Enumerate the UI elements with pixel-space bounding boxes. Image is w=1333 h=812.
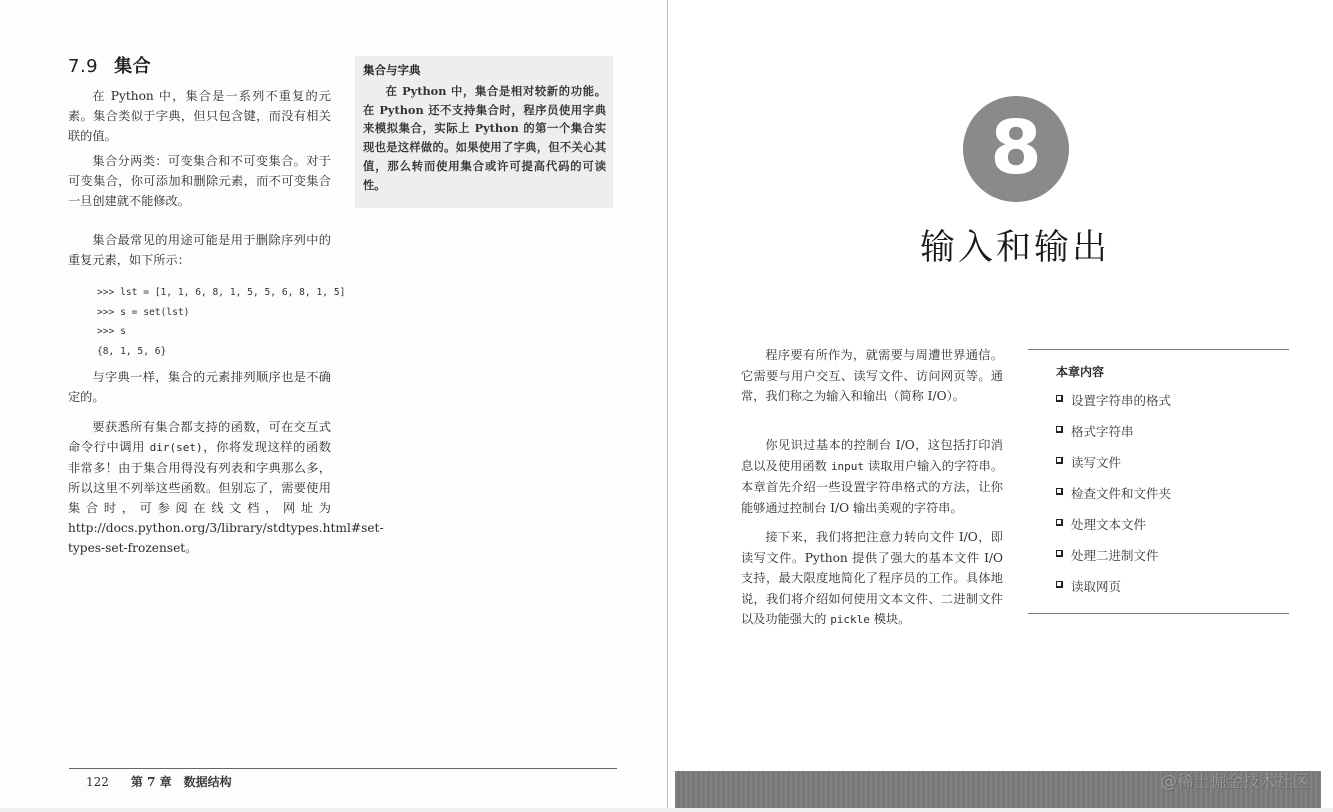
chapter-intro-paragraph-2-block <box>741 435 1003 518</box>
toc-item <box>1056 391 1171 422</box>
paragraph-5 <box>68 417 384 558</box>
inline-code-pickle: pickle <box>830 613 870 626</box>
paragraph-1: 在 Python 中，集合是一系列不重复的元素。集合类似于字典，但只包含键，而没有相关联的值。 <box>68 89 331 143</box>
sidebar-text: 在 Python 中，集合是相对较新的功能。在 Python 还不支持集合时，程序员使用字典来模拟集合，实际上 Python 的第一个集合实现也是这样做的。如果使用了字典，但不关心其值，那么转而使用集合或许可提高代码的可读性。 <box>363 84 606 192</box>
checkbox-bullet-icon <box>1056 395 1063 402</box>
toc-item <box>1056 546 1171 577</box>
toc-item-label: 读写文件 <box>1071 455 1122 470</box>
paragraph-4-block <box>68 367 331 407</box>
paragraph-4: 与字典一样，集合的元素排列顺序也是不确定的。 <box>68 370 331 404</box>
chapter-intro-paragraph-3 <box>741 527 1003 631</box>
toc-item-label: 检查文件和文件夹 <box>1071 486 1172 501</box>
chapter-contents-title: 本章内容 <box>1056 365 1105 379</box>
checkbox-bullet-icon <box>1056 581 1063 588</box>
code-line: {8, 1, 5, 6} <box>97 345 167 357</box>
section-heading <box>68 52 151 78</box>
watermark: @稀土掘金技术社区 <box>1160 772 1309 791</box>
chapter-intro-paragraph-1: 程序要有所作为，就需要与周遭世界通信。它需要与用户交互、读写文件、访问网页等。通常，我们称之为输入和输出（简称 I/O）。 <box>741 348 1003 403</box>
checkbox-bullet-icon <box>1056 488 1063 495</box>
toc-item <box>1056 453 1171 484</box>
checkbox-bullet-icon <box>1056 550 1063 557</box>
code-line: >>> s = set(lst) <box>97 306 190 318</box>
chapter-intro-paragraph-1-block <box>741 345 1003 407</box>
toc-item-label: 格式字符串 <box>1071 424 1134 439</box>
toc-bottom-rule <box>1028 613 1289 614</box>
paragraph-2: 集合分两类：可变集合和不可变集合。对于可变集合，你可添加和删除元素，而不可变集合一旦创建就不能修改。 <box>68 154 331 208</box>
paragraph-2-block <box>68 151 331 211</box>
checkbox-bullet-icon <box>1056 457 1063 464</box>
footer-chapter-ref: 第 7 章 数据结构 <box>130 775 232 789</box>
paragraph-3: 集合最常见的用途可能是用于删除序列中的重复元素，如下所示： <box>68 233 331 267</box>
chapter-footer-band <box>675 771 1321 808</box>
toc-item-label: 设置字符串的格式 <box>1071 393 1172 408</box>
inline-code-dir-set: dir(set) <box>149 441 203 454</box>
chapter-number: 8 <box>990 105 1042 191</box>
sidebar-title: 集合与字典 <box>363 63 421 77</box>
checkbox-bullet-icon <box>1056 519 1063 526</box>
paragraph-1-block <box>68 86 331 146</box>
chapter-contents <box>1056 363 1171 608</box>
footer-rule <box>69 768 617 769</box>
section-number: 7.9 <box>68 56 99 77</box>
toc-item <box>1056 484 1171 515</box>
paragraph-3-block <box>68 230 331 270</box>
chapter-number-badge <box>963 96 1069 202</box>
code-example <box>97 283 345 361</box>
toc-item <box>1056 422 1171 453</box>
page-footer <box>86 773 232 790</box>
section-title: 集合 <box>114 56 152 77</box>
toc-item-label: 处理文本文件 <box>1071 517 1147 532</box>
toc-item-label: 读取网页 <box>1071 579 1122 594</box>
code-line: >>> s <box>97 326 126 337</box>
toc-item-label: 处理二进制文件 <box>1071 548 1159 563</box>
paragraph-text-cont: 读取用户输入的字符串。本章首先介绍一些设置字符串格式的方法，让你能够通过控制台 I/O 输出美观的字符串。 <box>741 458 1004 515</box>
inline-code-input: input <box>830 459 865 473</box>
paragraph-text-cont: 模块。 <box>869 612 911 626</box>
chapter-intro-paragraph-2 <box>741 435 1003 518</box>
checkbox-bullet-icon <box>1056 426 1063 433</box>
paragraph-text: 接下来，我们将把注意力转向文件 I/O，即读写文件。Python 提供了强大的基本文件 I/O 支持，最大限度地简化了程序员的工作。具体地说，我们将介绍如何使用文本文件、二进制文件以及功能强大的 <box>741 530 1003 626</box>
page-number: 122 <box>86 775 109 789</box>
toc-item <box>1056 515 1171 546</box>
paragraph-5-text-cont: ，你将发现这样的函数非常多！由于集合用得没有列表和字典那么多，所以这里不列举这些函数。但别忘了，需要使用集合时，可参阅在线文档，网址为 http://docs.python.org/3/library/stdtypes.html#set-types-set-frozenset。 <box>68 440 384 555</box>
toc-top-rule <box>1028 349 1289 350</box>
paragraph-5-block <box>68 417 384 558</box>
paragraph-text: 你见识过基本的控制台 I/O，这包括打印消息以及使用函数 <box>741 438 1003 473</box>
code-line: >>> lst = [1, 1, 6, 8, 1, 5, 5, 6, 8, 1, 5] <box>97 287 346 298</box>
chapter-intro-paragraph-3-block <box>741 527 1003 631</box>
sidebar-note <box>355 56 613 208</box>
viewer-bottom-edge <box>0 808 1333 812</box>
paragraph-5-text: 要获悉所有集合都支持的函数，可在交互式命令行中调用 <box>68 420 331 454</box>
toc-item <box>1056 577 1171 608</box>
chapter-title: 输入和输出 <box>919 228 1110 268</box>
